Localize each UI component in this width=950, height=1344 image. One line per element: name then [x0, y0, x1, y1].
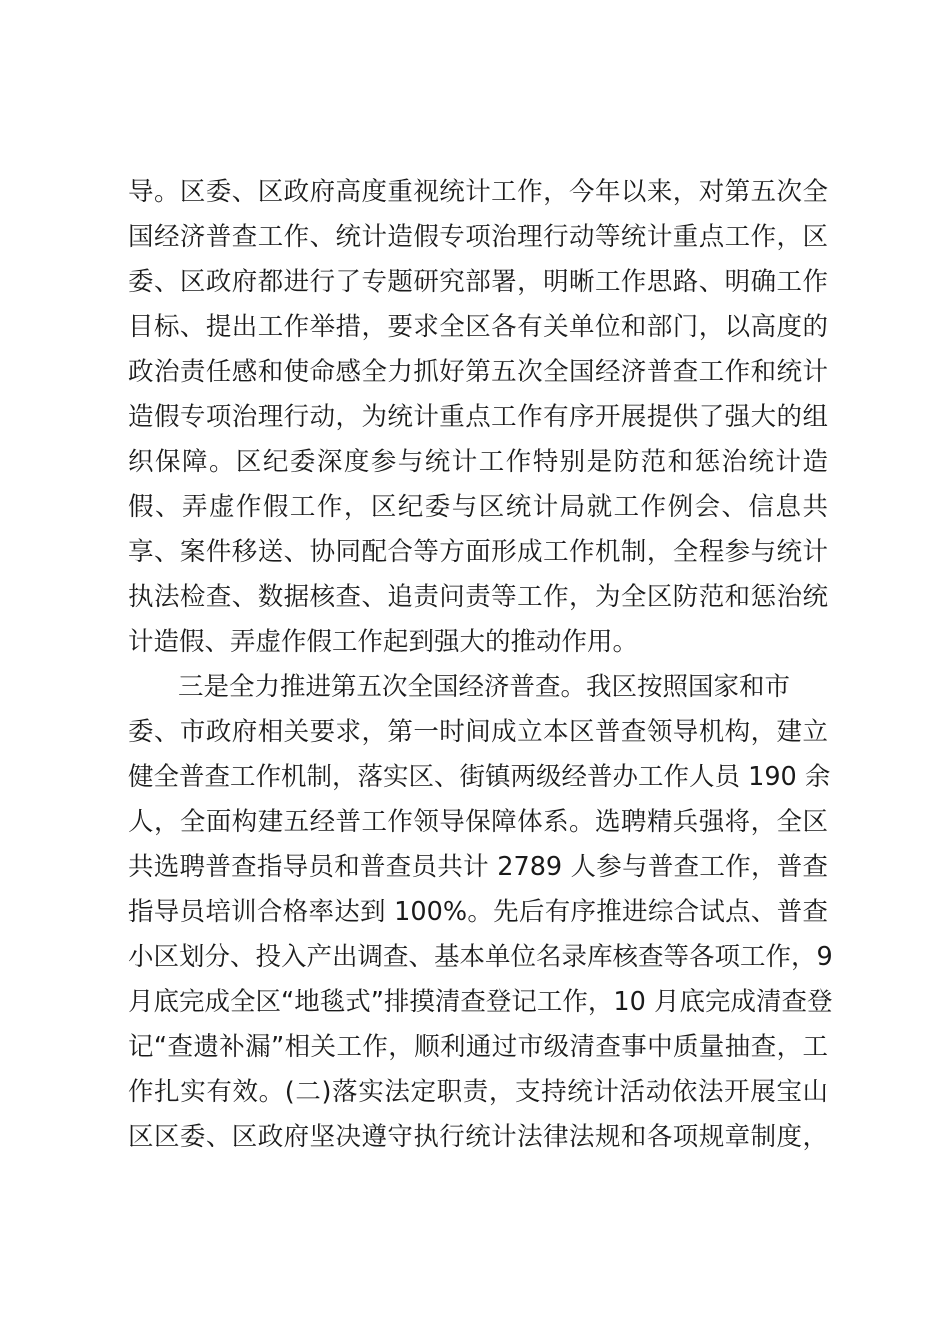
- text-line: 享、案件移送、协同配合等方面形成工作机制，全程参与统计: [128, 537, 828, 567]
- text-line: 人，全面构建五经普工作领导保障体系。选聘精兵强将，全区: [128, 807, 828, 837]
- text-line: 月底完成全区“地毯式”排摸清查登记工作，10 月底完成清查登: [128, 987, 833, 1017]
- text-line: 假、弄虚作假工作，区纪委与区统计局就工作例会、信息共: [128, 492, 828, 522]
- text-line: 记“查遗补漏”相关工作，顺利通过市级清查事中质量抽查，工: [128, 1032, 828, 1062]
- text-line: 区区委、区政府坚决遵守执行统计法律法规和各项规章制度，: [128, 1122, 828, 1152]
- text-line: 政治责任感和使命感全力抓好第五次全国经济普查工作和统计: [128, 357, 828, 387]
- text-line: 委、区政府都进行了专题研究部署，明晰工作思路、明确工作: [128, 267, 828, 297]
- text-line: 国经济普查工作、统计造假专项治理行动等统计重点工作，区: [128, 222, 828, 252]
- text-line: 健全普查工作机制，落实区、街镇两级经普办工作人员 190 余: [128, 762, 831, 792]
- paragraph-heading-line: 三是全力推进第五次全国经济普查。我区按照国家和市: [178, 672, 791, 702]
- text-line: 指导员培训合格率达到 100%。先后有序推进综合试点、普查: [128, 897, 828, 927]
- text-line: 目标、提出工作举措，要求全区各有关单位和部门，以高度的: [128, 312, 828, 342]
- text-line: 作扎实有效。(二)落实法定职责，支持统计活动依法开展宝山: [128, 1077, 828, 1107]
- text-line: 执法检查、数据核查、追责问责等工作，为全区防范和惩治统: [128, 582, 828, 612]
- text-line: 造假专项治理行动，为统计重点工作有序开展提供了强大的组: [128, 402, 828, 432]
- text-line: 委、市政府相关要求，第一时间成立本区普查领导机构，建立: [128, 717, 828, 747]
- text-line: 织保障。区纪委深度参与统计工作特别是防范和惩治统计造: [128, 447, 828, 477]
- text-line: 共选聘普查指导员和普查员共计 2789 人参与普查工作，普查: [128, 852, 828, 882]
- text-line: 计造假、弄虚作假工作起到强大的推动作用。: [128, 627, 639, 657]
- text-line: 导。区委、区政府高度重视统计工作，今年以来，对第五次全: [128, 177, 828, 207]
- text-line: 小区划分、投入产出调查、基本单位名录库核查等各项工作，9: [128, 942, 833, 972]
